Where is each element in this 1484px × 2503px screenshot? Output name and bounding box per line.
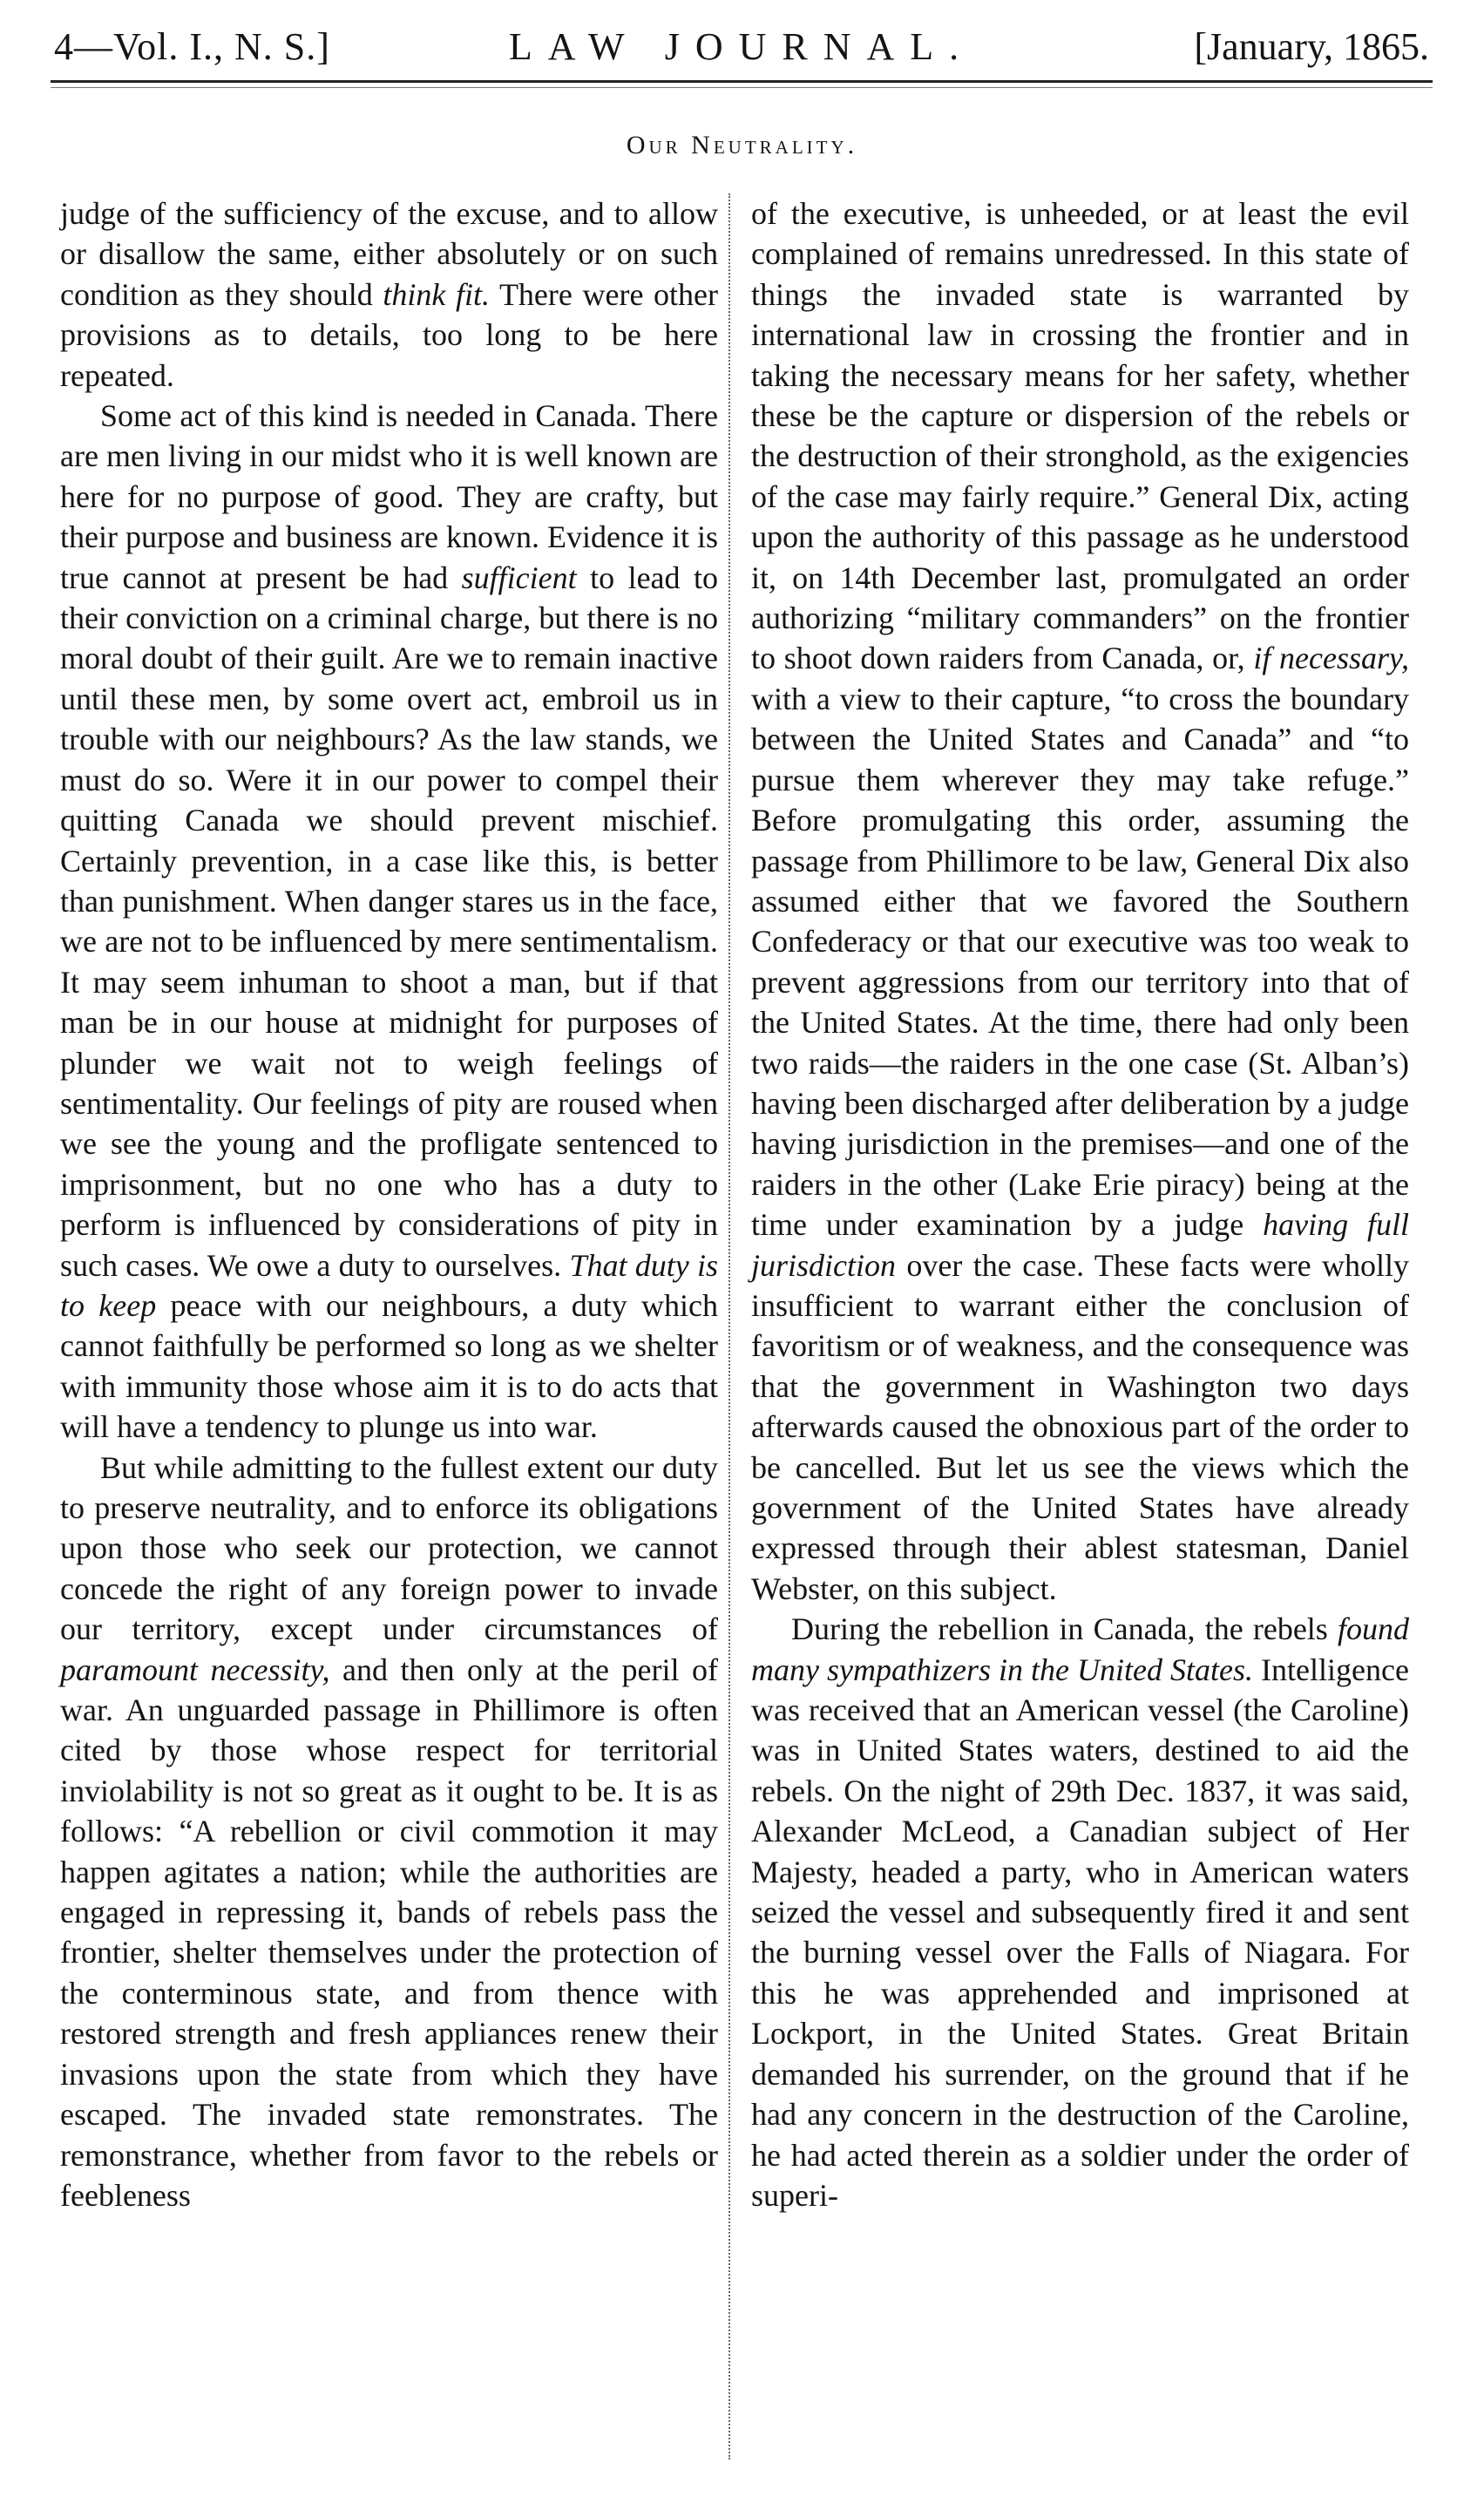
- right-column: [751, 193, 1409, 2215]
- issue-date: [January, 1865.: [1194, 25, 1429, 68]
- masthead: [54, 21, 1429, 73]
- column-divider: [728, 193, 730, 2459]
- volume-number: 4—Vol. I., N. S.]: [54, 25, 330, 68]
- header-rule-thin: [51, 87, 1433, 88]
- paragraph: But while admitting to the fullest extent our duty to preserve neutrality, and to enforce its obligations upon those who seek our protection, we cannot concede the right of any foreign power to invade our territory, except under circumstances of paramount necessity, and then only at the peril of war. An unguarded passage in Phillimore is often cited by those whose respect for territorial inviolability is not so great as it ought to be. It is as follows: “A rebellion or civil commotion it may happen agitates a nation; while the authorities are engaged in repressing it, bands of rebels pass the frontier, shelter themselves under the protection of the conterminous state, and from thence with restored strength and fresh appliances renew their invasions upon the state from which they have escaped. The invaded state remonstrates. The remonstrance, whether from favor to the rebels or feebleness: [60, 1449, 718, 2213]
- section-title: Our Neutrality.: [626, 131, 858, 159]
- paragraph: During the rebellion in Canada, the rebels found many sympathizers in the United States. Intelligence was received that an American vessel (the Caroline) was in United States waters, destined to aid the rebels. On the night of 29th Dec. 1837, it was said, Alexander McLeod, a Canadian subject of Her Majesty, headed a party, who in American waters seized the vessel and subsequently fired it and sent the burning vessel over the Falls of Niagara. For this he was apprehended and imprisoned at Lockport, in the United States. Great Britain demanded his surrender, on the ground that if he had any concern in the destruction of the Caroline, he had acted therein as a soldier under the order of superi-: [751, 1611, 1409, 2213]
- left-column: [60, 193, 718, 2215]
- header-rule: [51, 80, 1433, 83]
- paragraph: Some act of this kind is needed in Canada. There are men living in our midst who it is well known are here for no purpose of good. They are crafty, but their purpose and business are known. Evidence it is true cannot at present be had sufficient to lead to their conviction on a criminal charge, but there is no moral doubt of their guilt. Are we to remain inactive until these men, by some overt act, embroil us in trouble with our neighbours? As the law stands, we must do so. Were it in our power to compel their quitting Canada we should prevent mischief. Certainly prevention, in a case like this, is better than punishment. When danger stares us in the face, we are not to be influenced by mere sentimentalism. It may seem inhuman to shoot a man, but if that man be in our house at midnight for purposes of plunder we wait not to weigh feelings of sentimentality. Our feelings of pity are roused when we see the young and the profligate sentenced to imprisonment, but no one who has a duty to perform is influenced by considerations of pity in such cases. We owe a duty to ourselves. That duty is to keep peace with our neighbours, a duty which cannot faithfully be performed so long as we shelter with immunity those whose aim it is to do acts that will have a tendency to plunge us into war.: [60, 398, 719, 1445]
- paragraph: judge of the sufficiency of the excuse, and to allow or disallow the same, either absolutely or on such condition as they should think fit. There were other provisions as to details, too long to be here repeated.: [60, 196, 718, 393]
- journal-title: LAW JOURNAL.: [508, 25, 975, 68]
- paragraph: of the executive, is unheeded, or at least the evil complained of remains unredressed. In this state of things the invaded state is warranted by international law in crossing the frontier and in taking the necessary means for her safety, whether these be the capture or dispersion of the rebels or the destruction of their stronghold, as the exigencies of the case may fairly require.” General Dix, acting upon the authority of this passage as he understood it, on 14th December last, promulgated an order authorizing “military commanders” on the frontier to shoot down raiders from Canada, or, if necessary, with a view to their capture, “to cross the boundary between the United States and Canada” and “to pursue them wherever they may take refuge.” Before promulgating this order, assuming the passage from Phillimore to be law, General Dix also assumed either that we favored the Southern Confederacy or that our executive was too weak to prevent aggressions from our territory into that of the United States. At the time, there had only been two raids—the raiders in the one case (St. Alban’s) having been discharged after deliberation by a judge having jurisdiction in the premises—and one of the raiders in the other (Lake Erie piracy) being at the time under examination by a judge having full jurisdiction over the case. These facts were wholly insufficient to warrant either the conclusion of favoritism or of weakness, and the consequence was that the government in Washington two days afterwards caused the obnoxious part of the order to be cancelled. But let us see the views which the government of the United States have already expressed through their ablest statesman, Daniel Webster, on this subject.: [751, 196, 1409, 1606]
